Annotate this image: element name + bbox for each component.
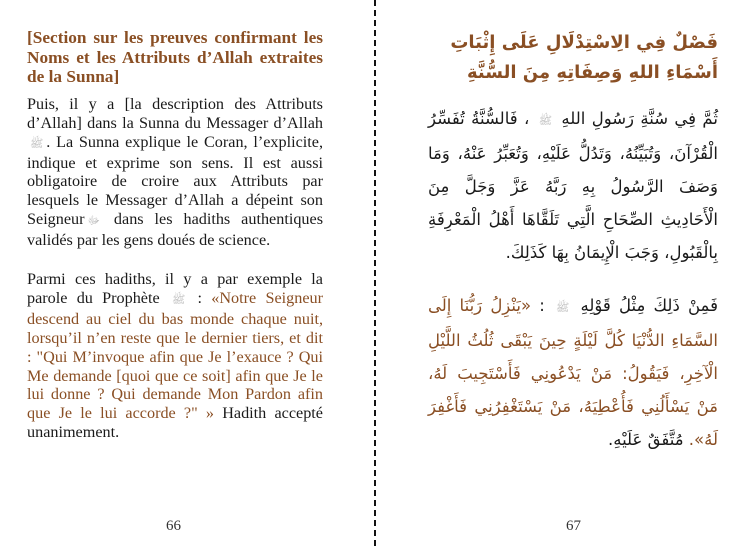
colon-separator: :: [188, 288, 212, 307]
page-number-left: 66: [166, 518, 181, 534]
colon-separator: :: [531, 296, 554, 315]
hadith-grading-french: Hadith accepté unanimement.: [27, 404, 323, 442]
salawat-honorific-icon: ﷺ: [30, 137, 44, 150]
paragraph-text: . La Sunna explique le Coran, l’explicite, indique et exprime son sens. Il est aussi obligatoire de croire aux Attributs par lesquels le Messager d’Allah a dépeint son Seigneur: [27, 132, 323, 229]
salawat-honorific-icon: ﷺ: [538, 114, 553, 127]
page-number-right: 67: [566, 518, 581, 534]
hadith-grading-arabic: مُتَّفَقٌ عَلَيْهِ.: [607, 430, 689, 449]
section-heading-arabic: فَصْلٌ فِي الِاسْتِدْلَالِ عَلَى إِثْبَاتِ أَسْمَاءِ اللهِ وَصِفَاتِهِ مِنَ السُّنَّةِ: [450, 32, 718, 83]
left-page-french: [27, 28, 323, 442]
paragraph-sunna-description: [27, 95, 323, 250]
hadith-quote-arabic: «يَنْزِلُ رَبُّنَا إِلَى السَّمَاءِ الدُّنْيَا كُلَّ لَيْلَةٍ حِينَ يَبْقَى ثُلُثُ اللَّيْلِ الْآخِرِ، فَيَقُولُ: مَنْ يَدْعُونِي فَأَسْتَجِيبَ لَهُ، مَنْ يَسْأَلُنِي فَأُعْطِيَهُ، مَنْ يَسْتَغْفِرُنِي فَأَغْفِرَ لَهُ».: [428, 296, 718, 449]
paragraph-text: ، فَالسُّنَّةُ تُفَسِّرُ الْقُرْآنَ، وَتُبَيِّنُهُ، وَتَدُلُّ عَلَيْهِ، وَتُعَبِّرُ عَنْهُ، وَمَا وَصَفَ الرَّسُولُ بِهِ رَبَّهُ عَزَّ وَجَلَّ مِنَ الْأَحَادِيثِ الصِّحَاحِ الَّتِي تَلَقَّاهَا أَهْلُ الْمَعْرِفَةِ بِالْقَبُولِ، وَجَبَ الْإِيمَانُ بِهَا كَذَلِكَ.: [428, 109, 718, 262]
section-heading-french: [Section sur les preuves confirmant les Noms et les Attributs d’Allah extraites de la Sunna]: [27, 28, 323, 87]
salawat-honorific-icon: ﷺ: [171, 293, 186, 306]
paragraph-text: dans les hadiths authentiques validés par les gens doués de science.: [27, 210, 323, 250]
right-page-arabic: [428, 28, 718, 456]
paragraph-sunna-description-arabic: [428, 102, 718, 269]
page-divider-dashed: [374, 0, 376, 546]
paragraph-text: Parmi ces hadiths, il y a par exemple la parole du Prophète: [27, 270, 323, 307]
paragraph-text: فَمِنْ ذَلِكَ مِثْلُ قَوْلِهِ: [580, 296, 718, 315]
salawat-honorific-icon: ﷺ: [556, 301, 570, 314]
paragraph-hadith-example-arabic: [428, 289, 718, 456]
paragraph-text: Puis, il y a [la description des Attributs d’Allah] dans la Sunna du Messager d’Allah: [27, 94, 323, 132]
paragraph-text: ثُمَّ فِي سُنَّةِ رَسُولِ اللهِ: [561, 109, 718, 128]
hadith-quote-french: «Notre Seigneur descend au ciel du bas monde chaque nuit, lorsqu’il n’en reste que le dernier tiers, et dit : "Qui M’invoque afin que Je l’exauce ? Qui Me demande [quoi que ce soit] afin que Je le lui donne ? Qui demande Mon Pardon afin que Je le lui accorde ?" »: [27, 288, 324, 423]
paragraph-hadith-example: [27, 270, 323, 442]
jalla-jalaluhu-honorific-icon: ﷻ: [87, 215, 100, 228]
